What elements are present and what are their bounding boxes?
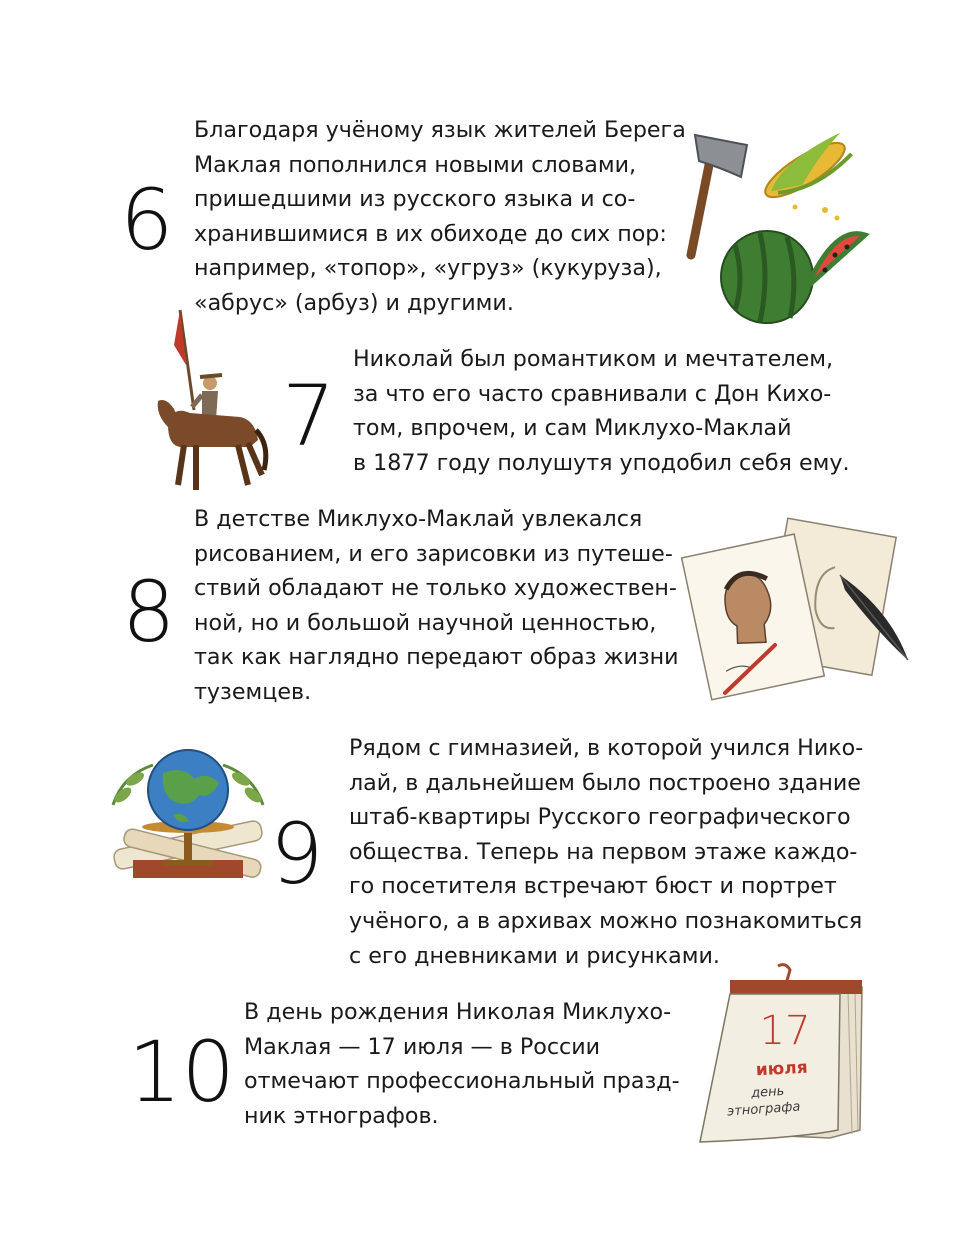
text-line: общества. Теперь на первом этаже каждо- — [349, 838, 858, 865]
text-line: пришедшими из русского языка и со- — [194, 186, 636, 213]
text-line: Николай был романтиком и мечтателем, — [353, 346, 834, 372]
fact-number-8: 8 — [122, 563, 176, 661]
text-line: Рядом с гимназией, в которой учился Нико- — [349, 735, 864, 761]
fact-number-7: 7 — [282, 367, 336, 465]
text-line: рисованием, и его зарисовки из путеше- — [194, 540, 673, 567]
text-line: «абрус» (арбуз) и другими. — [194, 289, 514, 316]
text-line: отмечают профессиональный празд- — [244, 1068, 680, 1095]
fact-text-8 — [194, 502, 679, 710]
text-line: лай, в дальнейшем было построено здание — [349, 769, 861, 796]
text-line: ствий обладают не только художествен- — [194, 575, 677, 602]
text-line: го посетителя встречают бюст и портрет — [349, 873, 837, 900]
text-line: том, впрочем, и сам Миклухо-Маклай — [353, 415, 792, 442]
calendar-caption-1: день — [750, 1083, 785, 1102]
text-line: ник этнографов. — [244, 1102, 439, 1129]
fact-number-6: 6 — [120, 171, 174, 269]
don-quixote-horse-illustration — [150, 305, 270, 495]
text-line: Маклая пополнился новыми словами, — [194, 151, 637, 178]
text-line: учёного, а в архивах можно познакомиться — [349, 907, 863, 934]
calendar-month: июля — [755, 1057, 809, 1081]
fact-text-10 — [244, 995, 680, 1133]
text-line: В день рождения Николая Миклухо- — [244, 999, 672, 1025]
fact-text-6 — [194, 113, 686, 321]
text-line: штаб-квартиры Русского географического — [349, 804, 851, 831]
fact-number-9: 9 — [270, 805, 324, 903]
text-line: Маклая — 17 июля — в России — [244, 1033, 601, 1060]
calendar-caption-2: этнографа — [726, 1099, 801, 1120]
text-line: В детстве Миклухо-Маклай увлекался — [194, 506, 643, 532]
text-line: с его дневниками и рисунками. — [349, 942, 720, 969]
text-line: за что его часто сравнивали с Дон Кихо- — [353, 380, 832, 407]
fact-number-10: 10 — [128, 1023, 235, 1121]
axe-corn-watermelon-illustration — [675, 115, 870, 330]
text-line: например, «топор», «угруз» (кукуруза), — [194, 255, 662, 282]
text-line: хранившимися в их обиходе до сих пор: — [194, 220, 667, 247]
globe-laurel-scrolls-illustration — [103, 735, 273, 885]
fact-text-7 — [353, 342, 850, 480]
text-line: Благодаря учёному язык жителей Берега — [194, 117, 686, 143]
portrait-sketches-quill-illustration — [680, 515, 915, 705]
text-line: так как наглядно передают образ жизни — [194, 644, 679, 671]
text-line: туземцев. — [194, 678, 312, 705]
text-line: в 1877 году полушутя уподобил себя ему. — [353, 449, 850, 476]
tear-off-calendar-illustration — [690, 962, 870, 1152]
calendar-day: 17 — [759, 1008, 811, 1054]
text-line: ной, но и большой научной ценностью, — [194, 609, 657, 636]
fact-text-9 — [349, 731, 863, 973]
